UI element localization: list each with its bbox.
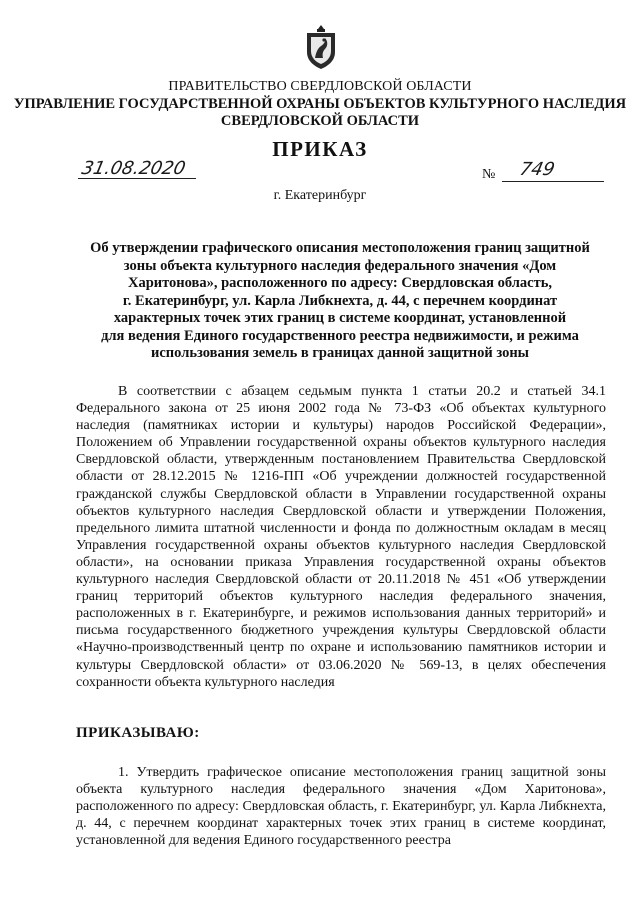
department-name	[0, 96, 640, 130]
government-name: ПРАВИТЕЛЬСТВО СВЕРДЛОВСКОЙ ОБЛАСТИ	[168, 79, 472, 94]
order-number: 749	[517, 159, 557, 180]
department-line-1: УПРАВЛЕНИЕ ГОСУДАРСТВЕННОЙ ОХРАНЫ ОБЪЕКТОВ КУЛЬТУРНОГО НАСЛЕДИЯ	[13, 96, 627, 112]
coat-of-arms-icon	[303, 24, 339, 70]
subject-line: Харитонова», расположенного по адресу: Свердловская область,	[127, 275, 553, 291]
orders-heading: ПРИКАЗЫВАЮ:	[76, 725, 200, 741]
department-line-2: СВЕРДЛОВСКОЙ ОБЛАСТИ	[220, 113, 420, 129]
preamble-paragraph: В соответствии с абзацем седьмым пункта 1 статьи 20.2 и статьей 34.1 Федерального закона от 25 июня 2002 года № 73-ФЗ «Об объектах культурного наследия (памятниках истории и культуры) народов Российской Федерации», Положением об Управлении государственной охраны объектов культурного наследия Свердловской области, утвержденным постановлением Правительства Свердловской области от 28.12.2015 № 1216-ПП «Об учреждении должностей государственной гражданской службы Свердловской области в Управлении государственной охраны объектов культурного наследия Свердловской области и утверждении Положения, предельного лимита штатной численности и фонда по должностным окладам в месяц Управления государственной охраны объектов культурного наследия Свердловской области», на основании приказа Управления государственной охраны объектов культурного наследия Свердловской области от 20.11.2018 № 451 «Об утверждении границ территорий объектов культурного наследия федерального значения, расположенных в г. Екатеринбурге, и режимов использования данных территорий» и письма государственного бюджетного учреждения культуры Свердловской области «Научно-производственный центр по охране и использованию памятников истории и культуры Свердловской области» от 03.06.2020 № 569-13, в целях обеспечения сохранности объекта культурного наследия	[76, 384, 606, 690]
order-point-1: 1. Утвердить графическое описание местоположения границ защитной зоны объекта культурного наследия федерального значения «Дом Харитонова», расположенного по адресу: Свердловская область, г. Екатеринбург, ул. Карла Либкнехта, д. 44, с перечнем координат характерных точек этих границ в системе координат, установленной для ведения Единого государственного реестра	[76, 765, 606, 849]
number-underline	[502, 181, 604, 182]
subject-line: характерных точек этих границ в системе координат, установленной	[113, 310, 567, 326]
order-title: ПРИКАЗ	[272, 137, 368, 161]
date-underline	[78, 178, 196, 179]
subject-line: Об утверждении графического описания местоположения границ защитной	[90, 240, 590, 256]
subject-line: использования земель в границах данной защитной зоны	[150, 345, 529, 361]
order-city: г. Екатеринбург	[273, 188, 367, 203]
subject-line: зоны объекта культурного наследия федерального значения «Дом	[123, 257, 557, 274]
order-subject	[74, 240, 606, 363]
subject-line: г. Екатеринбург, ул. Карла Либкнехта, д. 44, с перечнем координат	[122, 292, 558, 309]
order-date: 31.08.2020	[79, 158, 188, 179]
number-label: №	[482, 167, 496, 182]
subject-line: для ведения Единого государственного реестра недвижимости, и режима	[101, 327, 579, 344]
